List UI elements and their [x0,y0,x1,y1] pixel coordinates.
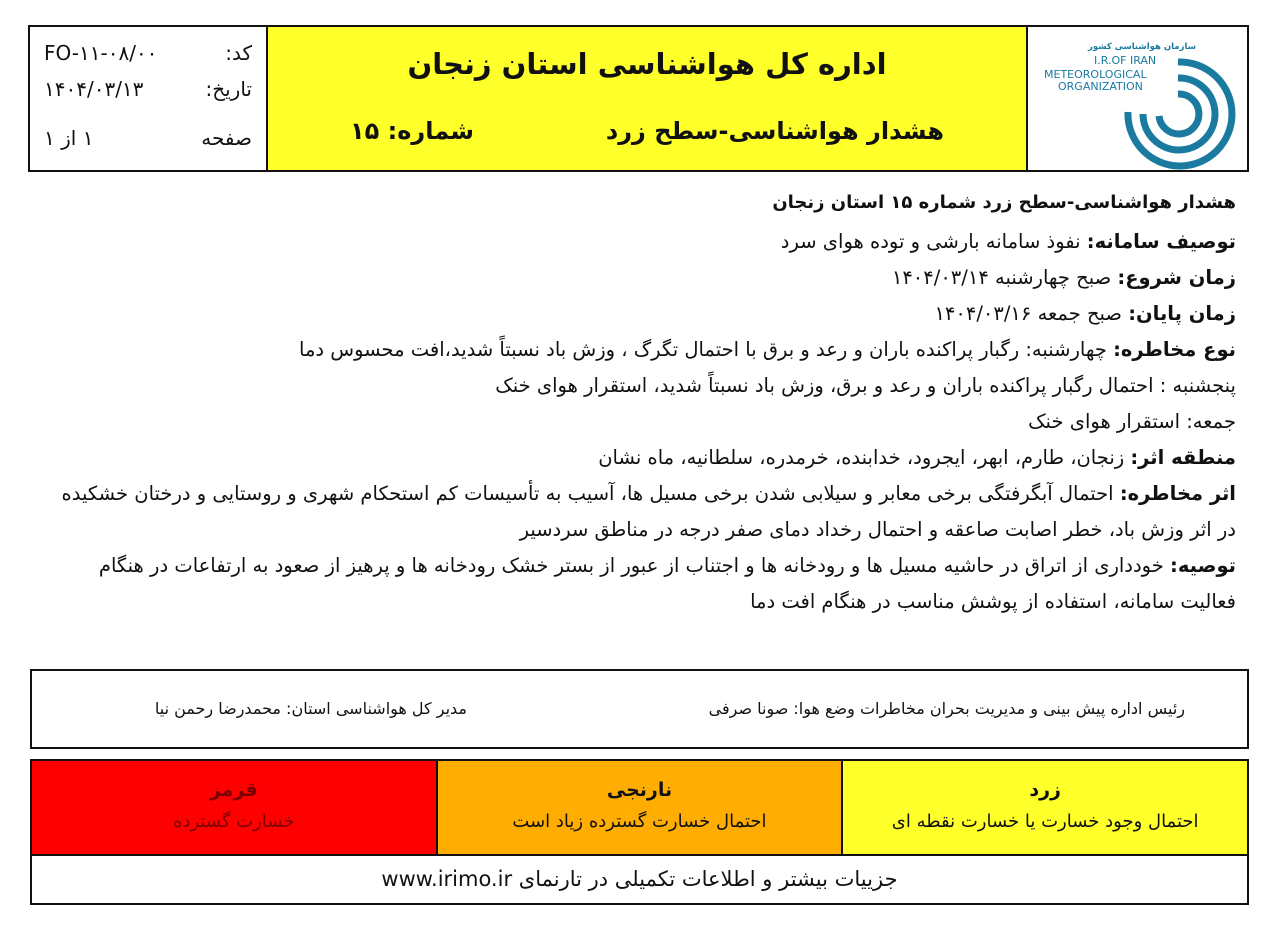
hazard-line3: جمعه: استقرار هوای خنک [1028,410,1236,433]
signature-box [30,669,1249,749]
system-description [40,224,1236,260]
area-label: منطقه اثر: [1130,446,1236,469]
code-label: کد: [225,41,252,65]
code-value: FO-۱۱-۰۸/۰۰ [44,41,158,65]
irimo-logo-icon [1028,27,1247,170]
level-red-desc: خسارت گسترده [173,811,295,832]
level-yellow [843,761,1247,854]
hazard-line1: چهارشنبه: رگبار پراکنده باران و رعد و برق با احتمال تگرگ ، وزش باد نسبتاً شدید،افت محسوس دما [299,338,1114,361]
level-orange-desc: احتمال خسارت گسترده زیاد است [512,811,767,832]
level-orange [438,761,844,854]
website-footer: جزییات بیشتر و اطلاعات تکمیلی در تارنمای www.irimo.ir [381,867,898,891]
body-heading: هشدار هواشناسی-سطح زرد شماره ۱۵ استان زنجان [772,192,1236,213]
system-value: نفوذ سامانه بارشی و توده هوای سرد [780,230,1087,253]
hazard-type [40,332,1236,368]
end-value: صبح جمعه ۱۴۰۴/۰۳/۱۶ [934,302,1129,325]
page-row [44,126,252,150]
date-row [44,77,252,101]
page-value: ۱ از ۱ [44,126,94,150]
start-value: صبح چهارشنبه ۱۴۰۴/۰۳/۱۴ [891,266,1118,289]
end-label: زمان پایان: [1128,302,1236,325]
meta-cell [30,27,266,170]
alert-title: هشدار هواشناسی-سطح زرد [605,117,944,145]
advice-label: توصیه: [1170,554,1236,577]
code-row [44,41,252,65]
level-orange-name: نارنجی [606,779,673,801]
effect-label: اثر مخاطره: [1119,482,1236,505]
level-red-name: قرمز [209,779,258,801]
logo-text-line1: I.R.OF IRAN [1094,54,1157,67]
area-value: زنجان، طارم، ابهر، ایجرود، خدابنده، خرمدره، سلطانیه، ماه نشان [598,446,1131,469]
hazard-line2: پنجشنبه : احتمال رگبار پراکنده باران و رعد و برق، وزش باد نسبتاً شدید، استقرار هوای خنک [495,374,1236,397]
logo-text-fa: سازمان هواشناسی کشور [1088,42,1197,52]
logo-text-line3: ORGANIZATION [1058,80,1143,93]
logo-cell [1026,27,1247,170]
advice-value: خودداری از اتراق در حاشیه مسیل ها و رودخانه ها و اجتناب از عبور از بستر خشک رودخانه ها و پرهیز از صعود به ارتفاعات در هنگام فعالیت سامانه، استفاده از پوشش مناسب در هنگام افت دما [98,554,1236,613]
level-yellow-name: زرد [1029,779,1061,801]
director-signature: مدیر کل هواشناسی استان: محمدرضا رحمن نیا [154,699,467,718]
org-title: اداره کل هواشناسی استان زنجان [407,47,887,81]
forecast-head-signature: رئیس اداره پیش بینی و مدیریت بحران مخاطرات وضع هوا: صونا صرفی [708,699,1185,718]
levels-row [32,761,1247,856]
hazard-effect [40,476,1236,548]
document-header [28,25,1249,172]
hazard-label: نوع مخاطره: [1113,338,1236,361]
alert-body [40,188,1236,620]
advice [40,548,1236,620]
date-label: تاریخ: [205,77,252,101]
alert-number: شماره: ۱۵ [350,117,474,145]
logo-text-line2: METEOROLOGICAL [1044,68,1147,81]
start-label: زمان شروع: [1117,266,1236,289]
effect-value: احتمال آبگرفتگی برخی معابر و سیلابی شدن برخی مسیل ها، آسیب به تأسیسات کم استحکام شهری و روستایی و درختان خشکیده در اثر وزش باد، خطر اصابت صاعقه و احتمال رخداد دمای صفر درجه در مناطق سردسیر [61,482,1236,541]
level-red [32,761,438,854]
end-time [40,296,1236,332]
affected-area [40,440,1236,476]
start-time [40,260,1236,296]
page-label: صفحه [201,126,252,150]
level-yellow-desc: احتمال وجود خسارت یا خسارت نقطه ای [891,811,1199,832]
alert-levels-legend [30,759,1249,905]
date-value: ۱۴۰۴/۰۳/۱۳ [44,77,144,101]
system-label: توصیف سامانه: [1086,230,1236,253]
title-cell [266,27,1026,170]
